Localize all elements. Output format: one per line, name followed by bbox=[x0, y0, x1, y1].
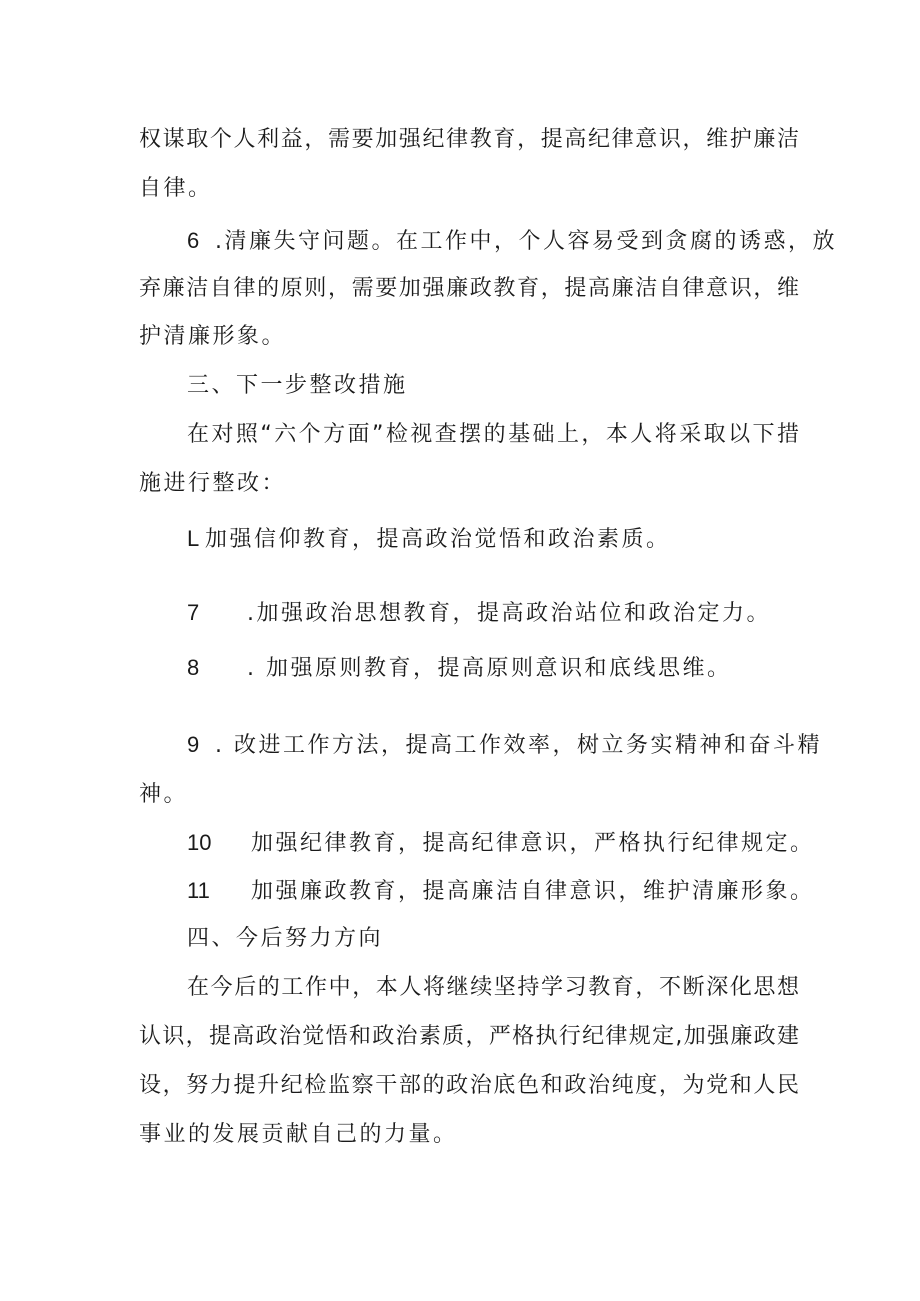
list-number: L bbox=[187, 526, 200, 551]
list-item-text: 加强信仰教育，提高政治觉悟和政治素质。 bbox=[205, 527, 671, 552]
list-number: 10 bbox=[187, 830, 212, 855]
paragraph-line: 神。 bbox=[139, 782, 189, 807]
section-heading: 三、下一步整改措施 bbox=[187, 373, 408, 398]
list-item-6 bbox=[187, 226, 837, 257]
list-item-text: . 加强原则教育，提高原则意识和底线思维。 bbox=[247, 656, 732, 681]
paragraph-line: 权谋取个人利益，需要加强纪律教育，提高纪律意识，维护廉洁 bbox=[139, 127, 799, 152]
list-number: 6 bbox=[187, 228, 200, 253]
list-item-text: 加强纪律教育，提高纪律意识，严格执行纪律规定。 bbox=[251, 831, 815, 856]
paragraph-line: 事业的发展贡献自己的力量。 bbox=[139, 1122, 458, 1147]
list-item-text: .清廉失守问题。在工作中，个人容易受到贪腐的诱惑，放 bbox=[215, 229, 837, 254]
list-item-8 bbox=[187, 653, 799, 684]
paragraph-line: 在今后的工作中，本人将继续坚持学习教育，不断深化思想 bbox=[187, 975, 799, 1000]
list-number: 8 bbox=[187, 655, 200, 680]
list-item-9 bbox=[187, 730, 822, 761]
section-heading: 四、今后努力方向 bbox=[187, 926, 384, 951]
paragraph-line: 施进行整改： bbox=[139, 471, 287, 496]
paragraph-line: 认识，提高政治觉悟和政治素质，严格执行纪律规定,加强廉政建 bbox=[139, 1024, 799, 1049]
paragraph-line: 在对照“六个方面”检视查摆的基础上，本人将采取以下措 bbox=[187, 422, 799, 447]
list-item-text: 加强廉政教育，提高廉洁自律意识，维护清廉形象。 bbox=[251, 879, 815, 904]
list-item-7 bbox=[187, 598, 799, 629]
paragraph-line: 自律。 bbox=[139, 176, 213, 201]
list-item-text: . 改进工作方法，提高工作效率，树立务实精神和奋斗精 bbox=[215, 733, 822, 758]
list-item-10 bbox=[187, 828, 815, 859]
paragraph-line: 护清廉形象。 bbox=[139, 324, 287, 349]
paragraph-line: 设，努力提升纪检监察干部的政治底色和政治纯度，为党和人民 bbox=[139, 1073, 799, 1098]
list-item-11 bbox=[187, 876, 815, 907]
list-number: 7 bbox=[187, 600, 200, 625]
list-item-1 bbox=[187, 524, 799, 555]
paragraph-line: 弃廉洁自律的原则，需要加强廉政教育，提高廉洁自律意识，维 bbox=[139, 276, 799, 301]
list-number: 11 bbox=[187, 878, 210, 903]
list-item-text: .加强政治思想教育，提高政治站位和政治定力。 bbox=[247, 601, 771, 626]
list-number: 9 bbox=[187, 732, 200, 757]
